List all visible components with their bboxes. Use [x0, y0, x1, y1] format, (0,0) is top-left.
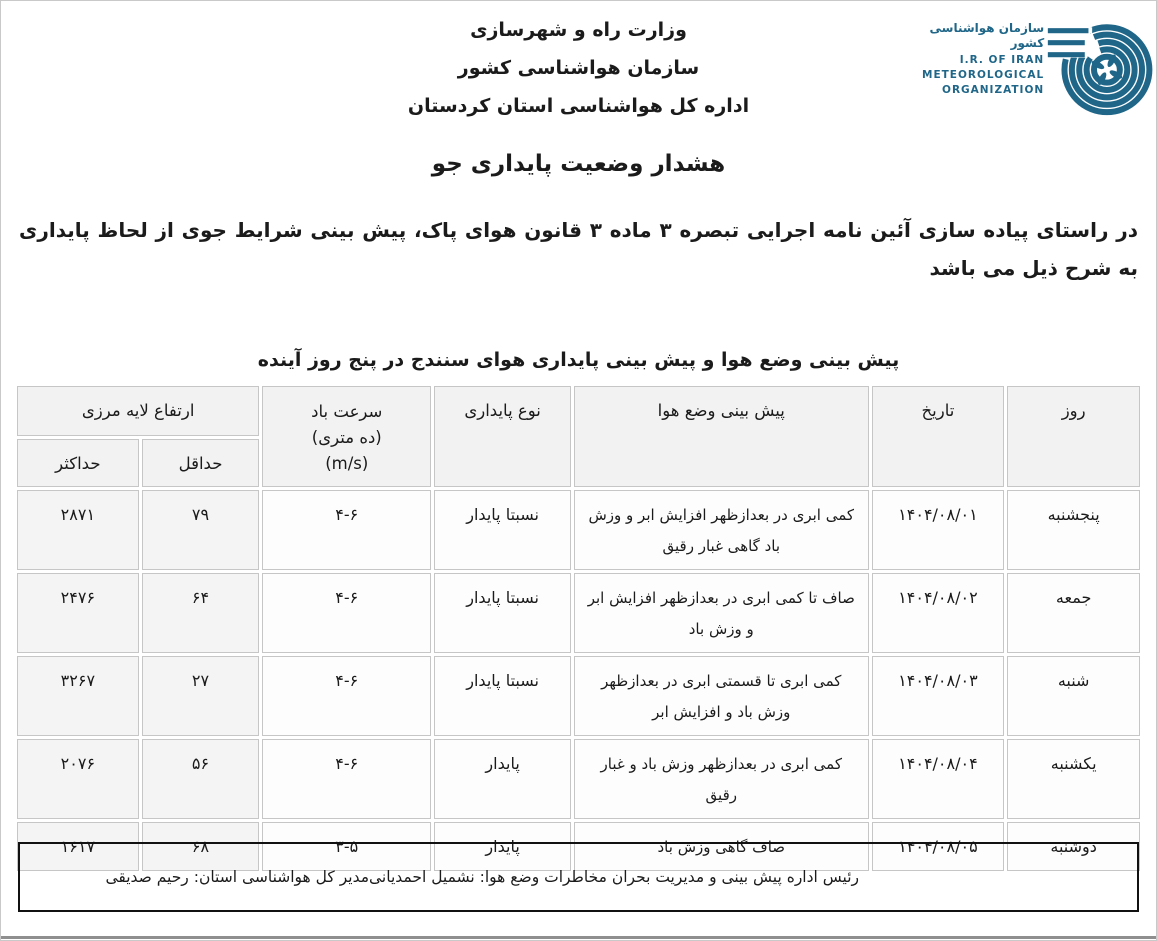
- cell-boundary-max: ۱۶۱۷: [17, 822, 139, 871]
- wind-header-line2: (ده متری): [311, 428, 382, 447]
- column-header-forecast: پیش بینی وضع هوا: [574, 386, 869, 487]
- cell-forecast: کمی ابری تا قسمتی ابری در بعدازظهر وزش باد و افزایش ابر: [574, 656, 869, 736]
- cell-boundary-max: ۲۸۷۱: [17, 490, 139, 570]
- forecast-table: [14, 383, 1143, 874]
- imo-logo-text: [922, 21, 1044, 98]
- cell-boundary-min: ۵۶: [142, 739, 260, 819]
- cell-forecast: کمی ابری در بعدازظهر وزش باد و غبار رقیق: [574, 739, 869, 819]
- cell-boundary-max: ۲۴۷۶: [17, 573, 139, 653]
- cell-stability: نسبتا پایدار: [434, 573, 571, 653]
- cell-date: ۱۴۰۴/۰۸/۰۴: [872, 739, 1005, 819]
- cell-forecast: کمی ابری در بعدازظهر افزایش ابر و وزش باد گاهی غبار رقیق: [574, 490, 869, 570]
- cell-date: ۱۴۰۴/۰۸/۰۲: [872, 573, 1005, 653]
- forecast-row: [17, 739, 1140, 819]
- cell-wind-speed: ۴-۶: [262, 490, 431, 570]
- document-title: هشدار وضعیت پایداری جو: [431, 151, 726, 177]
- forecast-row: [17, 656, 1140, 736]
- cell-boundary-min: ۶۴: [142, 573, 260, 653]
- cell-boundary-min: ۲۷: [142, 656, 260, 736]
- intro-paragraph: در راستای پیاده سازی آئین نامه اجرایی تبصره ۳ ماده ۳ قانون هوای پاک، پیش بینی شرایط جوی از لحاظ پایداری به شرح ذیل می باشد: [19, 218, 1139, 280]
- imo-logo-english-line3: ORGANIZATION: [942, 84, 1045, 96]
- forecast-table-body: [17, 490, 1140, 871]
- cell-boundary-max: ۳۲۶۷: [17, 656, 139, 736]
- wind-header-unit: (m/s): [325, 454, 369, 473]
- cell-stability: نسبتا پایدار: [434, 490, 571, 570]
- cell-stability: پایدار: [434, 739, 571, 819]
- cell-date: ۱۴۰۴/۰۸/۰۳: [872, 656, 1005, 736]
- column-header-min: حداقل: [142, 439, 260, 487]
- cell-boundary-min: ۷۹: [142, 490, 260, 570]
- cell-day: پنجشنبه: [1007, 490, 1140, 570]
- column-header-date: تاریخ: [872, 386, 1005, 487]
- column-header-boundary-layer: ارتفاع لایه مرزی: [17, 386, 259, 436]
- cell-forecast: صاف تا کمی ابری در بعدازظهر افزایش ابر و وزش باد: [574, 573, 869, 653]
- cell-date: ۱۴۰۴/۰۸/۰۵: [872, 822, 1005, 871]
- cell-wind-speed: ۴-۶: [262, 739, 431, 819]
- column-header-max: حداکثر: [17, 439, 139, 487]
- cell-day: شنبه: [1007, 656, 1140, 736]
- column-header-stability: نوع پایداری: [434, 386, 571, 487]
- wind-header-line1: سرعت باد: [311, 402, 383, 421]
- imo-logo-english-line1: I.R. OF IRAN: [959, 54, 1045, 66]
- cell-day: یکشنبه: [1007, 739, 1140, 819]
- cell-wind-speed: ۴-۶: [262, 656, 431, 736]
- forecast-table-container: [14, 383, 1143, 874]
- column-header-wind: [262, 386, 431, 487]
- spiral-logo-icon: [1046, 5, 1157, 127]
- imo-logo-persian-name: سازمان هواشناسی کشور: [929, 21, 1045, 50]
- cell-wind-speed: ۳-۵: [262, 822, 431, 871]
- cell-date: ۱۴۰۴/۰۸/۰۱: [872, 490, 1005, 570]
- signature-box: [18, 842, 1139, 912]
- forecast-row: [17, 573, 1140, 653]
- table-caption: پیش بینی وضع هوا و پیش بینی پایداری هوای سنندج در پنج روز آینده: [257, 349, 900, 371]
- organization-name: سازمان هواشناسی کشور: [457, 57, 700, 79]
- page-bottom-rule: [1, 936, 1156, 939]
- cell-day: دوشنبه: [1007, 822, 1140, 871]
- imo-logo: [922, 5, 1150, 131]
- provincial-office-name: اداره کل هواشناسی استان کردستان: [407, 95, 750, 117]
- cell-forecast: صاف گاهی وزش باد: [574, 822, 869, 871]
- ministry-name: وزارت راه و شهرسازی: [470, 19, 687, 41]
- column-header-day: روز: [1007, 386, 1140, 487]
- cell-boundary-max: ۲۰۷۶: [17, 739, 139, 819]
- cell-stability: پایدار: [434, 822, 571, 871]
- forecast-row: [17, 490, 1140, 570]
- cell-day: جمعه: [1007, 573, 1140, 653]
- director-general-signature: مدیر کل هواشناسی استان: رحیم صدیقی: [105, 868, 370, 886]
- cell-boundary-min: ۶۸: [142, 822, 260, 871]
- forecast-office-head-signature: رئیس اداره پیش بینی و مدیریت بحران مخاطرات وضع هوا: نشمیل احمدیانی: [369, 868, 859, 886]
- cell-wind-speed: ۴-۶: [262, 573, 431, 653]
- cell-stability: نسبتا پایدار: [434, 656, 571, 736]
- imo-logo-english-line2: METEOROLOGICAL: [922, 69, 1045, 81]
